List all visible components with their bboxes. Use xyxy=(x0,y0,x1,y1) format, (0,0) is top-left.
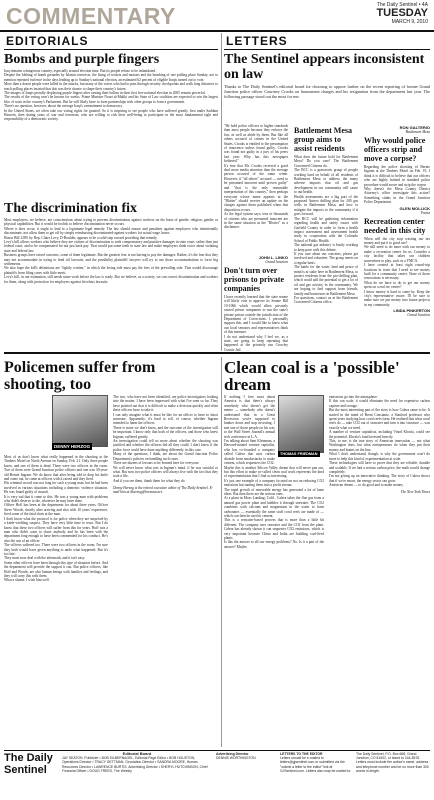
letter-headline-3: Why would police officers strip and move a corpse? xyxy=(364,136,426,163)
footer-board xyxy=(62,752,212,796)
column-herzog xyxy=(4,357,218,747)
date-label: MARCH 9, 2010 xyxy=(391,19,428,25)
column-headline-friedman: Clean coal is a 'possible' dream xyxy=(224,358,400,394)
author-name-friedman: THOMAS FRIEDMAN xyxy=(280,452,318,456)
editorial-board-list: JAY SEATON, Publisher • BOB SILBERNAGEL, Editorial Page Editor • BOB HOUSTON, Operations Director • TRACY GETTMAN, Circulation Director • SANDRA MOORE, Human Resources Director • LAWRENCE BURTIS, Advertising Director • SHERYL HUTCHINSON, Chief Financial Officer • DOUG FREED, The Weekly xyxy=(62,756,208,773)
editorial-body-2: Most employers, we believe, are conscientious about trying to prevent discrimination against workers on the basis of gender, religion, gender or physical capabilities. But it would be foolish to believe discrimination never occurs. Where it does occur, it ought to lead to a legitimate legal remedy. The law should ensure and penalizes against employers who intentionally discriminate, not allow them to get off by simply reimbursing discriminated-against workers for actual wage losses. House Bill 1289, by Rep. Claire Levy, D-Boulder, appears to be a solid step toward providing that remedy. Levy's bill allows workers who believe they are victims of discrimination to seek compensatory and punitive damages in state court, rather than just federal court, and to be compensated for not just back pay. That would put some teeth in state law and make employers think twice about violating state and federal law. Business groups have raised concerns, some of them legitimate. But the greatest fear is not having to pay the damages. Rather, it's the fear that they may not accommodate in trying to fend off lawsuits, and the possibility plaintiffs' lawyers will try to use those accommodations to force big settlements. We also hope the bill's definitions are "tightly written," in which the losing side must pay the fees of the prevailing side. That would discourage plaintiffs from filing cases with little merit. Levy's bill, in our estimation, still needs some work before the law is ready. But we believe, as a society, we can correct discrimination and workers for them, along with protection for employers against frivolous lawsuits. xyxy=(4,218,218,284)
editorial-body-1: Iraq remains a dangerous country, especially around election time. But its people refuse to be intimidated. Despite the lobbing of bomb grenades by Islamic terrorists, the firing of rockets and mortars and the bombing of one polling place Sunday, not to mention repeated violence in the days leading up to Sunday's national election, an estimated 62 percent of eligible Iraqis turned out to vote. More than a dozen people were killed in the attacks, but many of the voters who had to pass through security checkpoints and walk long distances to reach polling places insisted that this was their chance to shape their country's future. The images of Iraqis proudly displaying purple fingers after casting their ballots in their first free national election in 2005 remain powerful. The results of the voting won't be known for weeks. Prime Minister Nouri al-Maliki and his State of Law coalition are expected to win the largest bloc of seats in the country's Parliament. But he will likely have to form partnerships with other groups to form a government. There's no question, however, about the average Iraqi's commitment to democracy. In the United States, we often take our voting rights for granted. So it is inspiring to see people who have suffered greatly, first under Saddam Hussein, then during years of war and terrorism, who are willing to risk their well-being to participate in the most fundamental right and responsibility of a democratic society. xyxy=(4,69,218,122)
herzog-col-a xyxy=(4,395,108,747)
footer-rule xyxy=(4,750,430,751)
letter-city-3: Fruita xyxy=(420,210,430,215)
advertising-name: DENNIS WORTHINGTON xyxy=(216,756,256,761)
herzog-col-b xyxy=(113,395,218,747)
letters-section xyxy=(224,33,430,351)
letter-col-3 xyxy=(364,124,430,351)
day-label: TUESDAY xyxy=(376,7,428,19)
footer-paper-logo: The Daily Sentinel xyxy=(4,752,53,776)
section-divider xyxy=(4,352,430,354)
letter-sig-3: GLEN MOLLICK xyxy=(399,205,430,211)
letter-body-2: I have recently learned that the state senate will likely vote to approve its Senate Bill 10-1066 which would allow privately owned prison companies to run the state's private prison outside the jurisdiction of the Department of Corrections. I personally support this, and I would like to know what our local senators and representatives think of this measure. I do not understand why I feel we, as a state, are going to keep repeating that happened at the privately run Crowley County Jail. xyxy=(224,295,288,351)
herzog-photo xyxy=(52,395,108,447)
letter-sig-4: LINDA PINKERTON xyxy=(393,308,430,314)
author-photo-herzog xyxy=(52,395,108,453)
advertising-label: Advertising Director xyxy=(216,752,249,756)
column-footnote-herzog: Denny Herzog is the retired executive editor of The Daily Sentinel. E-mail him at dherzog@bresnan.net. xyxy=(113,486,214,495)
column-divider-2 xyxy=(221,357,222,747)
letter-body-5: What does the future hold for Battlement Mesa? Do you care? The Battlement Concerned Citizens do. The BCC is a grassroots group of people working hard on behalf of all residents of Battlement Mesa to address the many adverse impacts that oil and gas development in our community will cause to our health. Health assessments are a big part of the proposed Antero drilling plan for 200 gas wells in Battlement Mesa, and how to mitigate the impacts to the community if it goes forward. The BCC will be gathering information regarding health and safety issues with Garfield County in order to form a health impact assessment and assessment health study in cooperation with the Colorado School of Public Health. The national gas industry is busily working to keep pace with this debate. If you care about our concerns, please get involved and volunteer. The group meets on a regular basis. The battle for the water, land and peace of mind is at stake here in Battlement Mesa, to protect residents from the pro-drilling plan, which could add the potential to get a lot of oil and gas activity in the community. We are hoping to find support from friends, family and businesses in Battlement Mesa. For questions, contact us at the Battlement Concerned Citizens office. xyxy=(294,155,358,305)
editorial-headline-2: The discrimination fix xyxy=(4,201,138,216)
letter-city-6: Battlement Mesa xyxy=(405,130,430,134)
letter-sig-lead: JOHN L. LINKO xyxy=(258,255,288,260)
letter-intro-lead: Thanks to The Daily Sentinel's editorial board for choosing to oppose further on the recent reporting of former Grand Junction police officer Courtney Crooks on harassment charges and his resignation from the department last year. The following passage stood out the most for me: xyxy=(224,84,430,99)
column-body-herzog: Most of us don't know what really happened in the shooting at the Timbers Motel on North Avenue on Sunday, Feb. 21. Only three people know, and one of them is dead. There were two officers in the room. Two of them were Grand Junction police officers and one was 30-year-old Bernie Ingram. We do know that after being told to drop his knife and come out, he came at officers with it raised and they fired. His criminal record was not long for such a young man, but he had been involved in various situations including a domestic violence situation. He was found guilty of assault. It is very sad that it came to this. He was a young man with problems who didn't deserve to die, whatever he may have done. Officer Hoff has been at the department for about three years. Officer Steve Woods, shortly after arriving and also with 10 years' experience, fired some of the fatal shots at the man. I don't know what the protocol is for police when they are surprised by a knife-wielding suspect. They have very little time to react. But I do know that these two officers will suffer from this for years. Hoff was a man who didn't want to shoot anybody and he has been with the department long enough to have been commended for his conduct. He's also the son of an officer. The officers suffered too. There were two officers in the room. I'm sure they both would have given anything to undo what happened. But it's too late. They must now deal with the aftermath, and it isn't easy. Some other officers have been through this type of situation before. And the department will provide the support it can. But police officers, like Hoff and Woods, are also human beings with families and feelings, and they will carry this with them. What a shame. I wish him well. xyxy=(4,455,108,583)
letter-body-4: When will the city stop wasting our tax money and put it to good use? We still need to do more with our money to make a recreation center for us. Consider a city facility that takes our children somewhere to play, such as a YMCA. I have created at least eight round-trip locations in town that I need to see money built for a community center. None of those renovations is necessary. What do we have to do to get our money spent on a real rec center? I know money is hard to come by. Keep the city's representative aware. I'll be sure to make sure we put money into future projects in my community. xyxy=(364,236,430,307)
letter-body-lead: "He hold police officers to higher standards than most people because they enforce the law, as well as abide by them. But like all others accused of crimes in the United States, Crooks is entitled to the presumption of innocence unless found guilty. Crooks was found not guilty in a jury of his peers last year. Why has this newspaper bothered." It's true that Mr. Crooks received a good deal more media attention than the average person accused of the same crime. However, if "all others" accused — need to be presumed innocent until proven guilty" and "that is the only reasonable interpretation of this country," then perhaps everyone whose name appears in the "Blotter" should receive an update on the charges against them published when that disposition occurs. As the legal system says, tens of thousands of citizens who are presumed innocent are in the same situation as the "Blotter" as a disclaimer. xyxy=(224,124,288,230)
footer-logo-box xyxy=(4,752,60,796)
editorial-headline-1: Bombs and purple fingers xyxy=(4,52,160,67)
letter-col-1 xyxy=(224,124,288,351)
letter-headline-lead: The Sentinel appears inconsistent on law xyxy=(224,52,425,82)
column-footnote-friedman: The New York Times xyxy=(400,489,430,494)
column-body-friedman: If nothing I love most about America is that there's always somebody who doesn't get the memo — somebody who doesn't understand that in a Great Recession you're supposed to hunker down and stop investing. I met one of those people on his way to the Wall Street Journal's annual tech conference in L.A. I'm talking about Sam Kleinman, a Harvard-trained venture capitalist, who has co-founded a company called Calera that uses carbon dioxide from smokestacks to make cement, which sequesters the CO2. Maybe this is another Silicon Valley dream that will never pan out, but this effort to make so-called clean coal work represents the kind of experimentation that I find so interesting. It's just one example of a company focused on not on reducing CO2 emissions but turning them into a profit stream. The rapid growth of renewable energy has generated a lot of lame ideas. But then there are the serious ones. At a plant in Moss Landing, Calif., Calera takes the flue gas from a natural gas power plant and bubbles it through seawater. The CO2 combines with calcium and magnesium in the water to form carbonates — essentially the same stuff coral reefs are made of — which can then be used in cement. This is a seawater-based process that is more than a little bit different. The company uses seawater and the CO2 from the plant. Calera has already shown it can sequester CO2 emissions, which is very important because China and India are building coal-fired plants. Is this the answer to all our energy problems? No. Is it a part of the answer? Maybe. xyxy=(224,395,324,549)
column-body2-friedman: emissions go into the atmosphere. If this can scale, it would eliminate the need for expensive carbon capture and storage. But the most interesting part of the story is how Calera came to be. It started in the mind of Brent Constantz, a Stanford professor who spent years studying how coral reefs form. He realized that what coral reefs do — take CO2 out of seawater and turn it into structure — was exactly what we need. A number of venture capitalists, including Vinod Khosla, could see the potential. Khosla's fund invested heavily. This, to me, is the true story of American innovation — not what Washington does, but what entrepreneurs do when they put their money and brains on the line. What I don't understand, though, is why the government won't do more to help this kind of experimentation at scale. These technologies still have to prove that they are reliable, durable and scalable. If we had a serious carbon price, the math would change completely. I'm not giving up on innovative thinking. The story of Calera shows that if we're smart, the energy sector can grow. American dream — to do good and to make money. xyxy=(329,395,430,488)
letters-grid xyxy=(224,124,430,351)
paper-name: The Daily Sentinel xyxy=(376,2,418,8)
footer-letters-policy xyxy=(280,752,352,796)
column-friedman-body xyxy=(224,395,430,747)
page-number: 4A xyxy=(421,2,428,8)
column-headline-herzog: Policemen suffer from shooting, too xyxy=(4,359,156,393)
letter-headline-4: Recreation center needed in this city xyxy=(364,216,426,235)
column-body2-herzog: The two, who have not been identified, are police investigators looking into the matter. I have been impressed with what I've seen so far. They have pointed out that it is difficult to make a decision quickly and often these officers have to take it. I can only imagine what it must be like for an officer to have to shoot someone. Apparently, it's hard to tell, of course, whether Ingram intended to harm the officers. There is more we don't know, and the outcome of the investigation will be important. I know only that both of the officers, and those who knew Ingram, suffered greatly. An investigation could tell us more about whether the shooting was justified and whether the officers did all they could. I don't know if the police force could have done anything differently in this case. Many of the questions, I think, are about the Grand Junction Police Department's policies on handling such cases. There are dozens of lessons to be learned here for everyone. We will never know what was in Ingram's mind, if he was suicidal or what. But now two police officers will always live with the fact that they took a life. And if you see them, thank them for what they do. xyxy=(113,395,218,483)
section-title: COMMENTARY xyxy=(6,3,176,29)
letter-body-3: Regarding the police shooting of Bernie Ingram at the Timbers Motel on Feb. 19, I think it is difficult to believe that our officers who are highly trained in standard police procedure would move and strip the corpse. Why doesn't the Mesa County District Attorney's office investigate this action? Something stinks in the Grand Junction Police Department. xyxy=(364,165,430,205)
author-photo-friedman xyxy=(278,395,324,461)
letter-headline-2: Don't turn over prisons to private companies xyxy=(224,266,284,293)
footer-advertising xyxy=(216,752,276,796)
masthead xyxy=(0,0,434,32)
column-friedman xyxy=(224,357,430,747)
letter-city-lead: Grand Junction xyxy=(265,260,288,264)
editorials-section xyxy=(4,33,218,351)
editorial-board-label: Editorial Board xyxy=(122,752,152,756)
friedman-col-a xyxy=(224,395,324,747)
author-name-herzog: DENNY HERZOG xyxy=(54,444,91,449)
letters-policy-head: LETTERS TO THE EDITOR xyxy=(280,752,323,756)
editorials-label: EDITORIALS xyxy=(4,33,218,50)
letters-address: The Daily Sentinel, P.O. Box 668, Grand Junction, CO 81502, or faxed to 244-8578. Letters must include the author's name, address and telephone number and be no more than 300 words in length. xyxy=(356,752,429,773)
friedman-photo xyxy=(278,395,324,453)
column-herzog-body xyxy=(4,395,218,747)
masthead-info: The Daily Sentinel • 4A TUESDAY MARCH 9, 2010 xyxy=(376,2,428,25)
letters-policy-text: Letters should be e-mailed to letters@gjsentinel.com or submitted via the "submit a letter to the editor" link at GJSentinel.com. Letters also may be mailed to: xyxy=(280,756,352,773)
letter-col-2 xyxy=(294,124,358,351)
letters-label: LETTERS xyxy=(224,33,430,50)
letter-city-4: Grand Junction xyxy=(407,313,430,318)
column-divider xyxy=(221,33,222,351)
footer-address xyxy=(356,752,430,796)
friedman-col-b xyxy=(329,395,430,747)
letter-sig-6: RON GALTERIO xyxy=(399,125,430,130)
letter-headline-5: Battlement Mesa group aims to assist residents xyxy=(294,126,352,153)
